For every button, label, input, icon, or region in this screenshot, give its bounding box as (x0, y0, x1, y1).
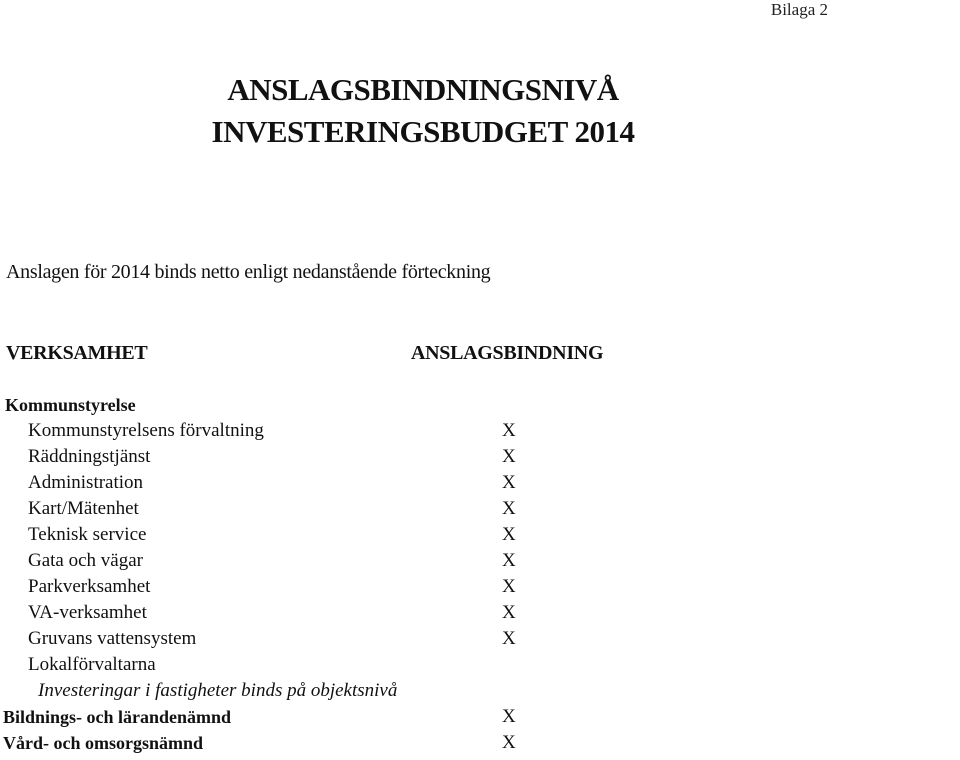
list-row (0, 522, 960, 548)
row-label: Gruvans vattensystem (28, 628, 197, 649)
row-label: Kart/Mätenhet (28, 498, 139, 519)
list-row (0, 444, 960, 470)
row-mark: X (502, 576, 516, 597)
list-row-bildning (0, 704, 960, 730)
row-mark: X (502, 524, 516, 545)
row-label: Bildnings- och lärandenämnd (3, 707, 232, 727)
list-row (0, 548, 960, 574)
document-title-line-2: INVESTERINGSBUDGET 2014 (211, 114, 635, 149)
row-label: Vård- och omsorgsnämnd (3, 733, 204, 753)
row-mark: X (502, 420, 516, 441)
activity-list (0, 392, 960, 756)
row-label: Teknisk service (28, 524, 147, 545)
list-row (0, 600, 960, 626)
row-label: Räddningstjänst (28, 446, 151, 467)
column-header-binding: ANSLAGSBINDNING (411, 342, 604, 364)
list-row (0, 626, 960, 652)
document-title-line-1: ANSLAGSBINDNINGSNIVÅ (227, 72, 619, 107)
list-row (0, 652, 960, 678)
attachment-label: Bilaga 2 (770, 0, 828, 19)
row-label: Administration (28, 472, 144, 493)
row-label: VA-verksamhet (28, 602, 147, 623)
row-label: Kommunstyrelsens förvaltning (28, 420, 264, 441)
row-label: Lokalförvaltarna (28, 654, 156, 675)
list-row-vard-omsorg (0, 730, 960, 756)
list-row-kommunstyrelse (0, 392, 960, 418)
row-label: Parkverksamhet (28, 576, 151, 597)
row-label: Kommunstyrelse (5, 395, 136, 415)
intro-text: Anslagen för 2014 binds netto enligt nedanstående förteckning (6, 261, 491, 283)
row-mark: X (502, 550, 516, 571)
list-row (0, 496, 960, 522)
row-mark: X (502, 732, 516, 753)
row-mark: X (502, 602, 516, 623)
row-mark: X (502, 498, 516, 519)
list-row (0, 418, 960, 444)
row-note-label: Investeringar i fastigheter binds på objektsnivå (38, 680, 398, 701)
row-mark: X (502, 706, 516, 727)
row-mark: X (502, 628, 516, 649)
row-mark: X (502, 472, 516, 493)
list-row (0, 574, 960, 600)
row-mark: X (502, 446, 516, 467)
column-header-activity: VERKSAMHET (6, 342, 148, 364)
list-row-note (0, 678, 960, 704)
row-label: Gata och vägar (28, 550, 143, 571)
list-row (0, 470, 960, 496)
